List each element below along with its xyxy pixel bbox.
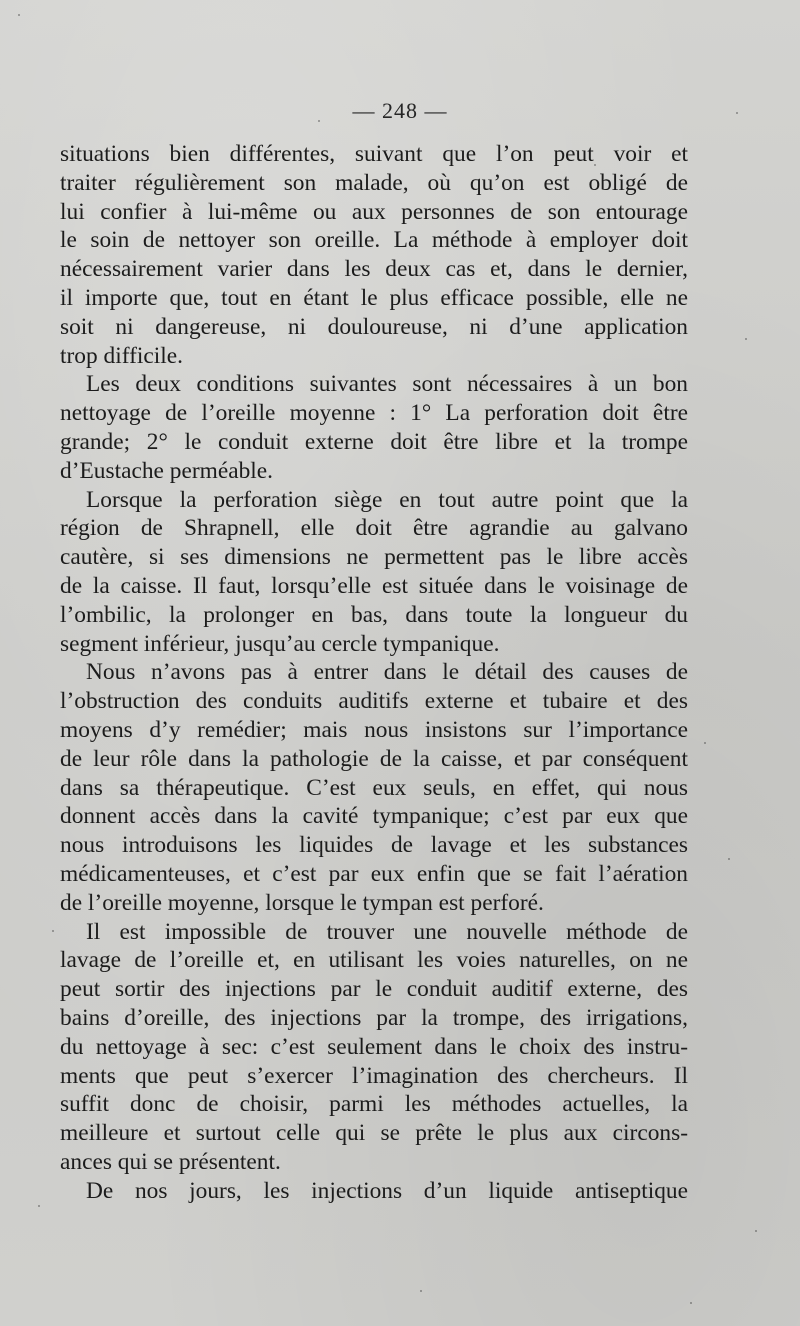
page-number: — 248 — xyxy=(352,98,448,123)
paper-speck xyxy=(745,338,747,340)
paper-speck xyxy=(690,1302,692,1304)
text-line: segment inférieur, jusqu’au cercle tympanique. xyxy=(60,630,500,657)
text-line: grande; 2° le conduit externe doit être libre et la trompe xyxy=(60,428,688,455)
paper-speck xyxy=(318,120,320,122)
paper-speck xyxy=(755,1230,757,1232)
text-line: suffit donc de choisir, parmi les méthodes actuelles, la xyxy=(60,1091,688,1118)
paper-speck xyxy=(728,858,730,860)
text-line: ances qui se présentent. xyxy=(60,1148,281,1175)
text-line: de leur rôle dans la pathologie de la caisse, et par conséquent xyxy=(60,745,688,772)
paper-speck xyxy=(594,164,596,166)
paper-speck xyxy=(18,14,20,16)
text-line: le soin de nettoyer son oreille. La méthode à employer doit xyxy=(60,227,688,254)
text-line: ments que peut s’exercer l’imagination des chercheurs. Il xyxy=(60,1062,688,1089)
text-line: trop difficile. xyxy=(60,342,183,369)
text-line: soit ni dangereuse, ni douloureuse, ni d’une application xyxy=(60,313,688,340)
text-line: dans sa thérapeutique. C’est eux seuls, en effet, qui nous xyxy=(60,774,688,801)
body-text xyxy=(60,140,688,1205)
text-line: situations bien différentes, suivant que l’on peut voir et xyxy=(60,141,688,167)
text-line: d’Eustache perméable. xyxy=(60,457,274,484)
paper-speck xyxy=(420,1290,422,1292)
text-line: du nettoyage à sec: c’est seulement dans le choix des instru- xyxy=(60,1033,688,1060)
text-line: nettoyage de l’oreille moyenne : 1° La perforation doit être xyxy=(60,400,688,427)
text-line: lavage de l’oreille et, en utilisant les voies naturelles, on ne xyxy=(60,947,688,974)
text-line: cautère, si ses dimensions ne permettent pas le libre accès xyxy=(60,544,688,571)
text-line: bains d’oreille, des injections par la trompe, des irrigations, xyxy=(60,1004,688,1031)
text-line: médicamenteuses, et c’est par eux enfin que se fait l’aération xyxy=(60,860,688,887)
text-line: traiter régulièrement son malade, où qu’on est obligé de xyxy=(60,169,688,196)
text-line: De nos jours, les injections d’un liquide antiseptique xyxy=(86,1177,688,1204)
text-line: donnent accès dans la cavité tympanique; c’est par eux que xyxy=(60,803,688,830)
paper-speck xyxy=(52,930,54,932)
paper-speck xyxy=(736,112,738,114)
paper-speck xyxy=(704,742,706,744)
text-line: meilleure et surtout celle qui se prête le plus aux circons- xyxy=(60,1120,688,1147)
text-line: de la caisse. Il faut, lorsqu’elle est située dans le voisinage de xyxy=(60,572,688,599)
text-line: Nous n’avons pas à entrer dans le détail des causes de xyxy=(86,659,688,686)
text-line: lui confier à lui-même ou aux personnes de son entourage xyxy=(60,198,688,225)
text-line: Lorsque la perforation siège en tout autre point que la xyxy=(86,486,688,513)
paper-speck xyxy=(38,1205,40,1207)
text-line: moyens d’y remédier; mais nous insistons sur l’importance xyxy=(60,716,688,743)
text-line: nécessairement varier dans les deux cas et, dans le dernier, xyxy=(60,256,688,283)
text-line: peut sortir des injections par le conduit auditif externe, des xyxy=(60,976,688,1003)
text-line: il importe que, tout en étant le plus efficace possible, elle ne xyxy=(60,284,688,311)
text-line: nous introduisons les liquides de lavage et les substances xyxy=(60,832,688,859)
text-line: de l’oreille moyenne, lorsque le tympan est perforé. xyxy=(60,889,544,916)
text-line: Les deux conditions suivantes sont nécessaires à un bon xyxy=(86,371,688,398)
text-line: Il est impossible de trouver une nouvelle méthode de xyxy=(86,918,688,945)
text-line: région de Shrapnell, elle doit être agrandie au galvano xyxy=(60,515,688,542)
text-line: l’ombilic, la prolonger en bas, dans toute la longueur du xyxy=(60,601,688,628)
text-line: l’obstruction des conduits auditifs externe et tubaire et des xyxy=(60,688,688,715)
